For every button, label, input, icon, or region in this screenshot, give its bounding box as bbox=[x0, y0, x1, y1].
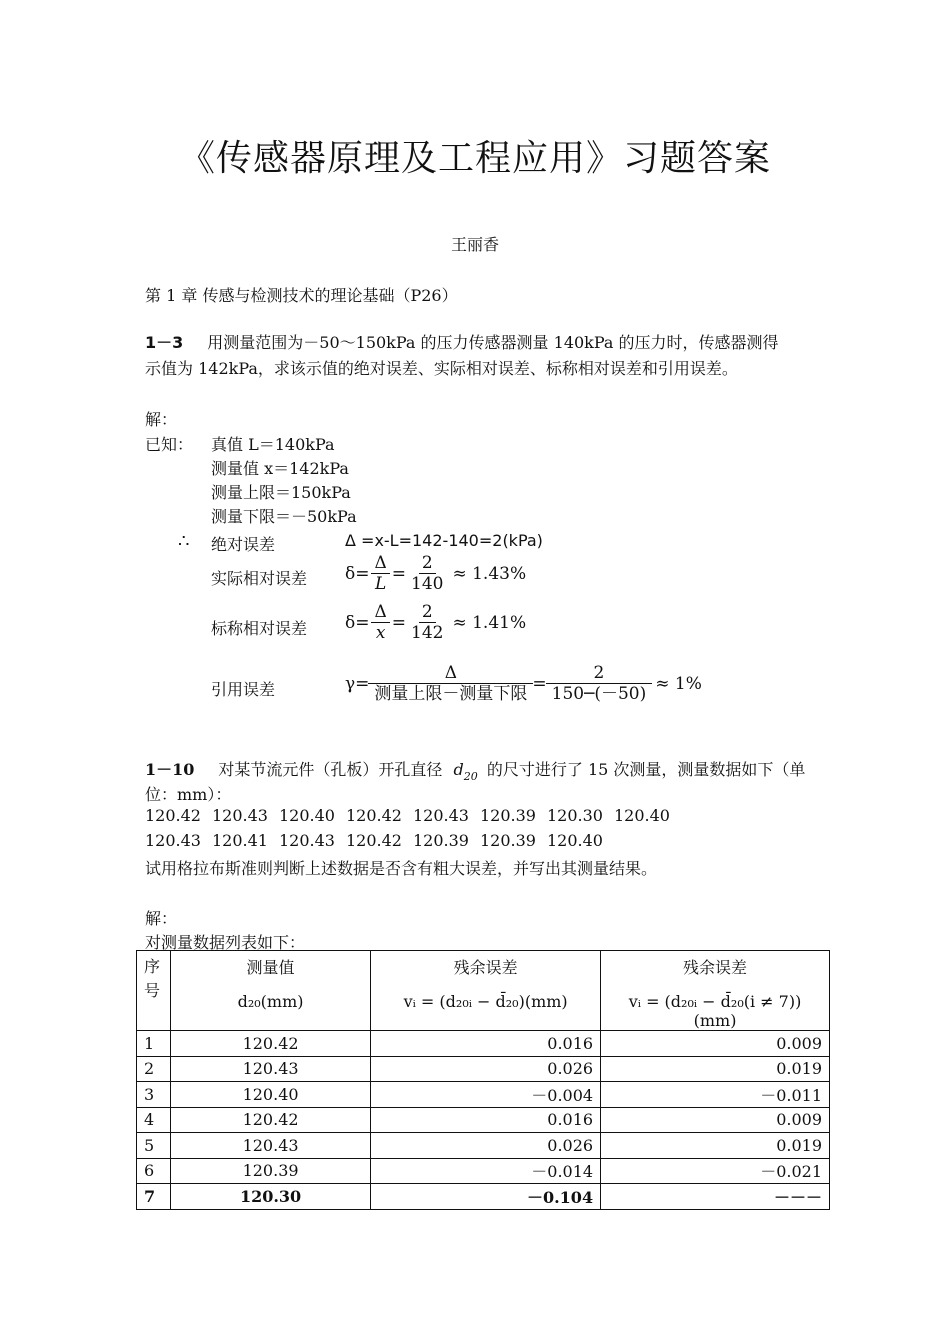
row-residual-2: 0.009 bbox=[601, 1107, 830, 1133]
measurement-value: 120.40 bbox=[547, 831, 603, 850]
nominal-relative-error-formula bbox=[345, 602, 526, 644]
row-residual-1: 0.026 bbox=[371, 1133, 601, 1159]
row-index: 5 bbox=[137, 1133, 171, 1159]
row-value: 120.39 bbox=[170, 1158, 370, 1184]
numerator: Δ bbox=[368, 663, 533, 684]
formula-lhs: δ= bbox=[345, 612, 370, 633]
table-header-row bbox=[137, 951, 830, 1031]
row-residual-2: 0.009 bbox=[601, 1031, 830, 1057]
problem-number: 1－10 bbox=[145, 760, 195, 779]
denominator: 测量上限－测量下限 bbox=[374, 684, 528, 705]
measurement-value: 120.43 bbox=[279, 831, 335, 850]
numerator: Δ bbox=[371, 553, 389, 574]
absolute-error-label: 绝对误差 bbox=[211, 535, 276, 554]
fraction bbox=[371, 602, 389, 644]
problem-number: 1－3 bbox=[145, 333, 184, 352]
document-title: 《传感器原理及工程应用》习题答案 bbox=[178, 138, 771, 179]
row-residual-1: 0.016 bbox=[371, 1031, 601, 1057]
header-formula: vᵢ = (d₂₀ᵢ − d̄₂₀(i ≠ 7))(mm) bbox=[628, 992, 802, 1030]
table-row-outlier bbox=[137, 1184, 830, 1210]
absolute-error-formula: Δ =x-L=142-140=2(kPa) bbox=[345, 531, 543, 550]
reference-error-label: 引用误差 bbox=[211, 680, 276, 699]
measurement-value: 120.43 bbox=[145, 831, 201, 850]
problem-text: 用测量范围为－50～150kPa 的压力传感器测量 140kPa 的压力时，传感器测得 bbox=[207, 333, 779, 352]
row-index: 4 bbox=[137, 1107, 171, 1133]
actual-relative-error-formula bbox=[345, 553, 526, 595]
numerator: 2 bbox=[546, 663, 653, 684]
row-value: 120.42 bbox=[170, 1107, 370, 1133]
equals-sign: = bbox=[391, 563, 407, 584]
problem-text: 对某节流元件（孔板）开孔直径 bbox=[218, 760, 443, 779]
solution-label-2: 解： bbox=[145, 909, 178, 928]
fraction bbox=[371, 553, 389, 595]
table-row bbox=[137, 1133, 830, 1159]
header-residual-2 bbox=[601, 951, 830, 1031]
table-row bbox=[137, 1056, 830, 1082]
problem-text-cont: 的尺寸进行了 15 次测量，测量数据如下（单 bbox=[486, 760, 806, 779]
actual-relative-error-label: 实际相对误差 bbox=[211, 569, 308, 588]
header-formula: d₂₀(mm) bbox=[237, 992, 304, 1011]
formula-result: ≈ 1.43% bbox=[452, 563, 527, 584]
table-intro: 对测量数据列表如下： bbox=[145, 933, 306, 952]
nominal-relative-error-label: 标称相对误差 bbox=[211, 619, 308, 638]
row-index: 2 bbox=[137, 1056, 171, 1082]
denominator: L bbox=[374, 574, 387, 595]
row-residual-1: 0.026 bbox=[371, 1056, 601, 1082]
denominator: 150─(－50) bbox=[551, 684, 647, 705]
problem-1-10-line1 bbox=[145, 757, 805, 783]
symbol-d: d bbox=[453, 760, 464, 779]
equals-sign: = bbox=[391, 612, 407, 633]
problem-1-10-question: 试用格拉布斯准则判断上述数据是否含有粗大误差，并写出其测量结果。 bbox=[145, 859, 658, 878]
denominator: x bbox=[375, 623, 386, 644]
equals-sign: = bbox=[532, 673, 547, 694]
therefore-symbol: ∴ bbox=[178, 531, 190, 552]
row-value: 120.40 bbox=[170, 1082, 370, 1108]
author: 王丽香 bbox=[450, 235, 499, 254]
denominator: 140 bbox=[411, 574, 444, 595]
measurement-value: 120.43 bbox=[212, 806, 268, 825]
fraction bbox=[408, 602, 446, 644]
known-label: 已知： bbox=[145, 435, 194, 454]
known-lower-limit: 测量下限＝－50kPa bbox=[211, 507, 357, 526]
measurement-value: 120.39 bbox=[480, 806, 536, 825]
table-row bbox=[137, 1031, 830, 1057]
row-residual-1: 0.016 bbox=[371, 1107, 601, 1133]
numerator: Δ bbox=[371, 602, 389, 623]
measurement-value: 120.30 bbox=[547, 806, 603, 825]
fraction bbox=[549, 663, 650, 705]
problem-1-3-line2: 示值为 142kPa，求该示值的绝对误差、实际相对误差、标称相对误差和引用误差。 bbox=[145, 359, 738, 378]
row-value: 120.30 bbox=[170, 1184, 370, 1210]
symbol-subscript: 20 bbox=[463, 770, 478, 783]
chapter-heading: 第 1 章 传感与检测技术的理论基础（P26） bbox=[145, 286, 458, 305]
residual-error-table bbox=[136, 950, 830, 1210]
fraction bbox=[371, 663, 530, 705]
fraction bbox=[408, 553, 446, 595]
header-formula: vᵢ = (d₂₀ᵢ − d̄₂₀)(mm) bbox=[403, 992, 568, 1011]
formula-lhs: γ= bbox=[345, 673, 370, 694]
header-value bbox=[170, 951, 370, 1031]
known-upper-limit: 测量上限＝150kPa bbox=[211, 483, 351, 502]
formula-lhs: δ= bbox=[345, 563, 370, 584]
problem-1-3-line1 bbox=[145, 330, 779, 353]
row-residual-2: 0.019 bbox=[601, 1133, 830, 1159]
measurement-value: 120.39 bbox=[413, 831, 469, 850]
measurement-value: 120.41 bbox=[212, 831, 268, 850]
header-index: 序号 bbox=[137, 951, 171, 1031]
header-label: 残余误差 bbox=[453, 958, 518, 977]
row-residual-1: －0.014 bbox=[371, 1158, 601, 1184]
row-index: 1 bbox=[137, 1031, 171, 1057]
measurement-value: 120.42 bbox=[346, 831, 402, 850]
measurement-value: 120.42 bbox=[145, 806, 201, 825]
known-true-value: 真值 L＝140kPa bbox=[211, 435, 335, 454]
row-index: 7 bbox=[137, 1184, 171, 1210]
header-residual-1 bbox=[371, 951, 601, 1031]
header-label: 测量值 bbox=[246, 958, 295, 977]
denominator: 142 bbox=[411, 623, 444, 644]
row-residual-2: －0.011 bbox=[601, 1082, 830, 1108]
table-row bbox=[137, 1158, 830, 1184]
measurement-row-1 bbox=[145, 806, 681, 825]
formula-result: ≈ 1.41% bbox=[452, 612, 527, 633]
row-residual-2: 0.019 bbox=[601, 1056, 830, 1082]
known-measured-value: 测量值 x＝142kPa bbox=[211, 459, 349, 478]
header-label: 残余误差 bbox=[683, 958, 748, 977]
measurement-value: 120.40 bbox=[279, 806, 335, 825]
row-residual-1: －0.004 bbox=[371, 1082, 601, 1108]
row-index: 3 bbox=[137, 1082, 171, 1108]
row-residual-1: －0.104 bbox=[371, 1184, 601, 1210]
measurement-value: 120.40 bbox=[614, 806, 670, 825]
reference-error-formula bbox=[345, 663, 702, 705]
solution-label: 解： bbox=[145, 410, 178, 429]
measurement-value: 120.43 bbox=[413, 806, 469, 825]
measurement-row-2 bbox=[145, 831, 614, 850]
row-value: 120.43 bbox=[170, 1056, 370, 1082]
table-row bbox=[137, 1082, 830, 1108]
row-index: 6 bbox=[137, 1158, 171, 1184]
row-residual-2: －－－ bbox=[601, 1184, 830, 1210]
measurement-value: 120.39 bbox=[480, 831, 536, 850]
numerator: 2 bbox=[419, 553, 436, 574]
row-residual-2: －0.021 bbox=[601, 1158, 830, 1184]
formula-result: ≈ 1% bbox=[655, 673, 702, 694]
problem-1-10-line2: 位：mm）： bbox=[145, 785, 232, 804]
measurement-value: 120.42 bbox=[346, 806, 402, 825]
row-value: 120.43 bbox=[170, 1133, 370, 1159]
row-value: 120.42 bbox=[170, 1031, 370, 1057]
table-row bbox=[137, 1107, 830, 1133]
numerator: 2 bbox=[419, 602, 436, 623]
